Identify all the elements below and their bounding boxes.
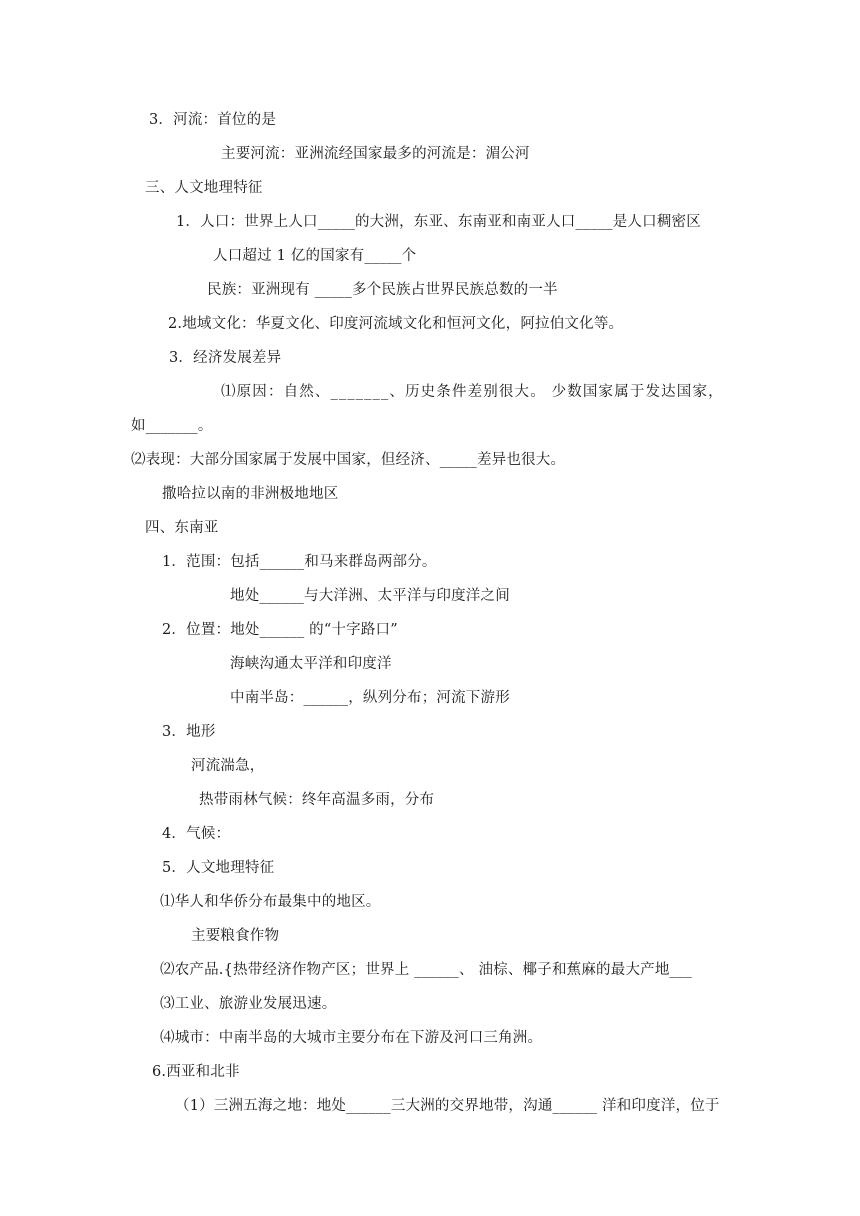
line-regional-culture: 2.地域文化：华夏文化、印度河流域文化和恒河文化，阿拉伯文化等。 <box>168 316 624 332</box>
line-agricultural-products: ⑵农产品.{热带经济作物产区；世界上 ______、 油棕、椰子和蕉麻的最大产地___ <box>160 962 692 978</box>
line-economic-reasons-cont: 如_______。 <box>131 418 213 434</box>
line-rivers-rapid: 河流湍急， <box>191 758 265 774</box>
line-river-heading: 3．河流：首位的是 <box>149 112 277 128</box>
line-rainforest-climate: 热带雨林气候：终年高温多雨，分布 <box>199 792 435 808</box>
line-sahara-note: 撒哈拉以南的非洲极地地区 <box>162 486 339 502</box>
line-economic-reasons: ⑴原因：自然、_______、历史条件差别很大。 少数国家属于发达国家， <box>221 384 724 400</box>
line-industry-tourism: ⑶工业、旅游业发展迅速。 <box>160 996 337 1012</box>
line-terrain-heading: 3．地形 <box>162 724 216 740</box>
line-human-features-heading: 5．人文地理特征 <box>162 860 275 876</box>
line-economic-heading: 3．经济发展差异 <box>169 350 282 366</box>
line-main-rivers: 主要河流：亚洲流经国家最多的河流是：湄公河 <box>221 146 530 162</box>
line-population-countries: 人口超过 1 亿的国家有_____个 <box>213 248 417 264</box>
line-three-continents-five-seas: （1）三洲五海之地：地处______三大洲的交界地带，沟通______ 洋和印度洋，位于 <box>175 1098 720 1114</box>
line-scope: 1．范围：包括______和马来群岛两部分。 <box>162 554 437 570</box>
line-strait: 海峡沟通太平洋和印度洋 <box>230 656 392 672</box>
line-economic-manifestation: ⑵表现：大部分国家属于发展中国家，但经济、_____差异也很大。 <box>131 452 566 468</box>
line-location-between: 地处______与大洋洲、太平洋与印度洋之间 <box>230 588 510 604</box>
line-main-food-crops: 主要粮食作物 <box>191 928 280 944</box>
section-heading-human-geography: 三、人文地理特征 <box>145 180 263 196</box>
line-population: 1．人口：世界上人口_____的大洲，东亚、东南亚和南亚人口_____是人口稠密区 <box>176 214 701 230</box>
line-ethnic-groups: 民族：亚洲现有 _____多个民族占世界民族总数的一半 <box>207 282 558 298</box>
line-overseas-chinese: ⑴华人和华侨分布最集中的地区。 <box>160 894 381 910</box>
line-position: 2．位置：地处______ 的“十字路口” <box>162 622 398 638</box>
line-climate-heading: 4．气候： <box>162 826 231 842</box>
section-heading-southeast-asia: 四、东南亚 <box>145 520 219 536</box>
line-cities: ⑷城市：中南半岛的大城市主要分布在下游及河口三角洲。 <box>160 1030 543 1046</box>
line-indochina-peninsula: 中南半岛：______，纵列分布；河流下游形 <box>230 690 510 706</box>
section-heading-west-asia-north-africa: 6.西亚和北非 <box>152 1064 240 1080</box>
